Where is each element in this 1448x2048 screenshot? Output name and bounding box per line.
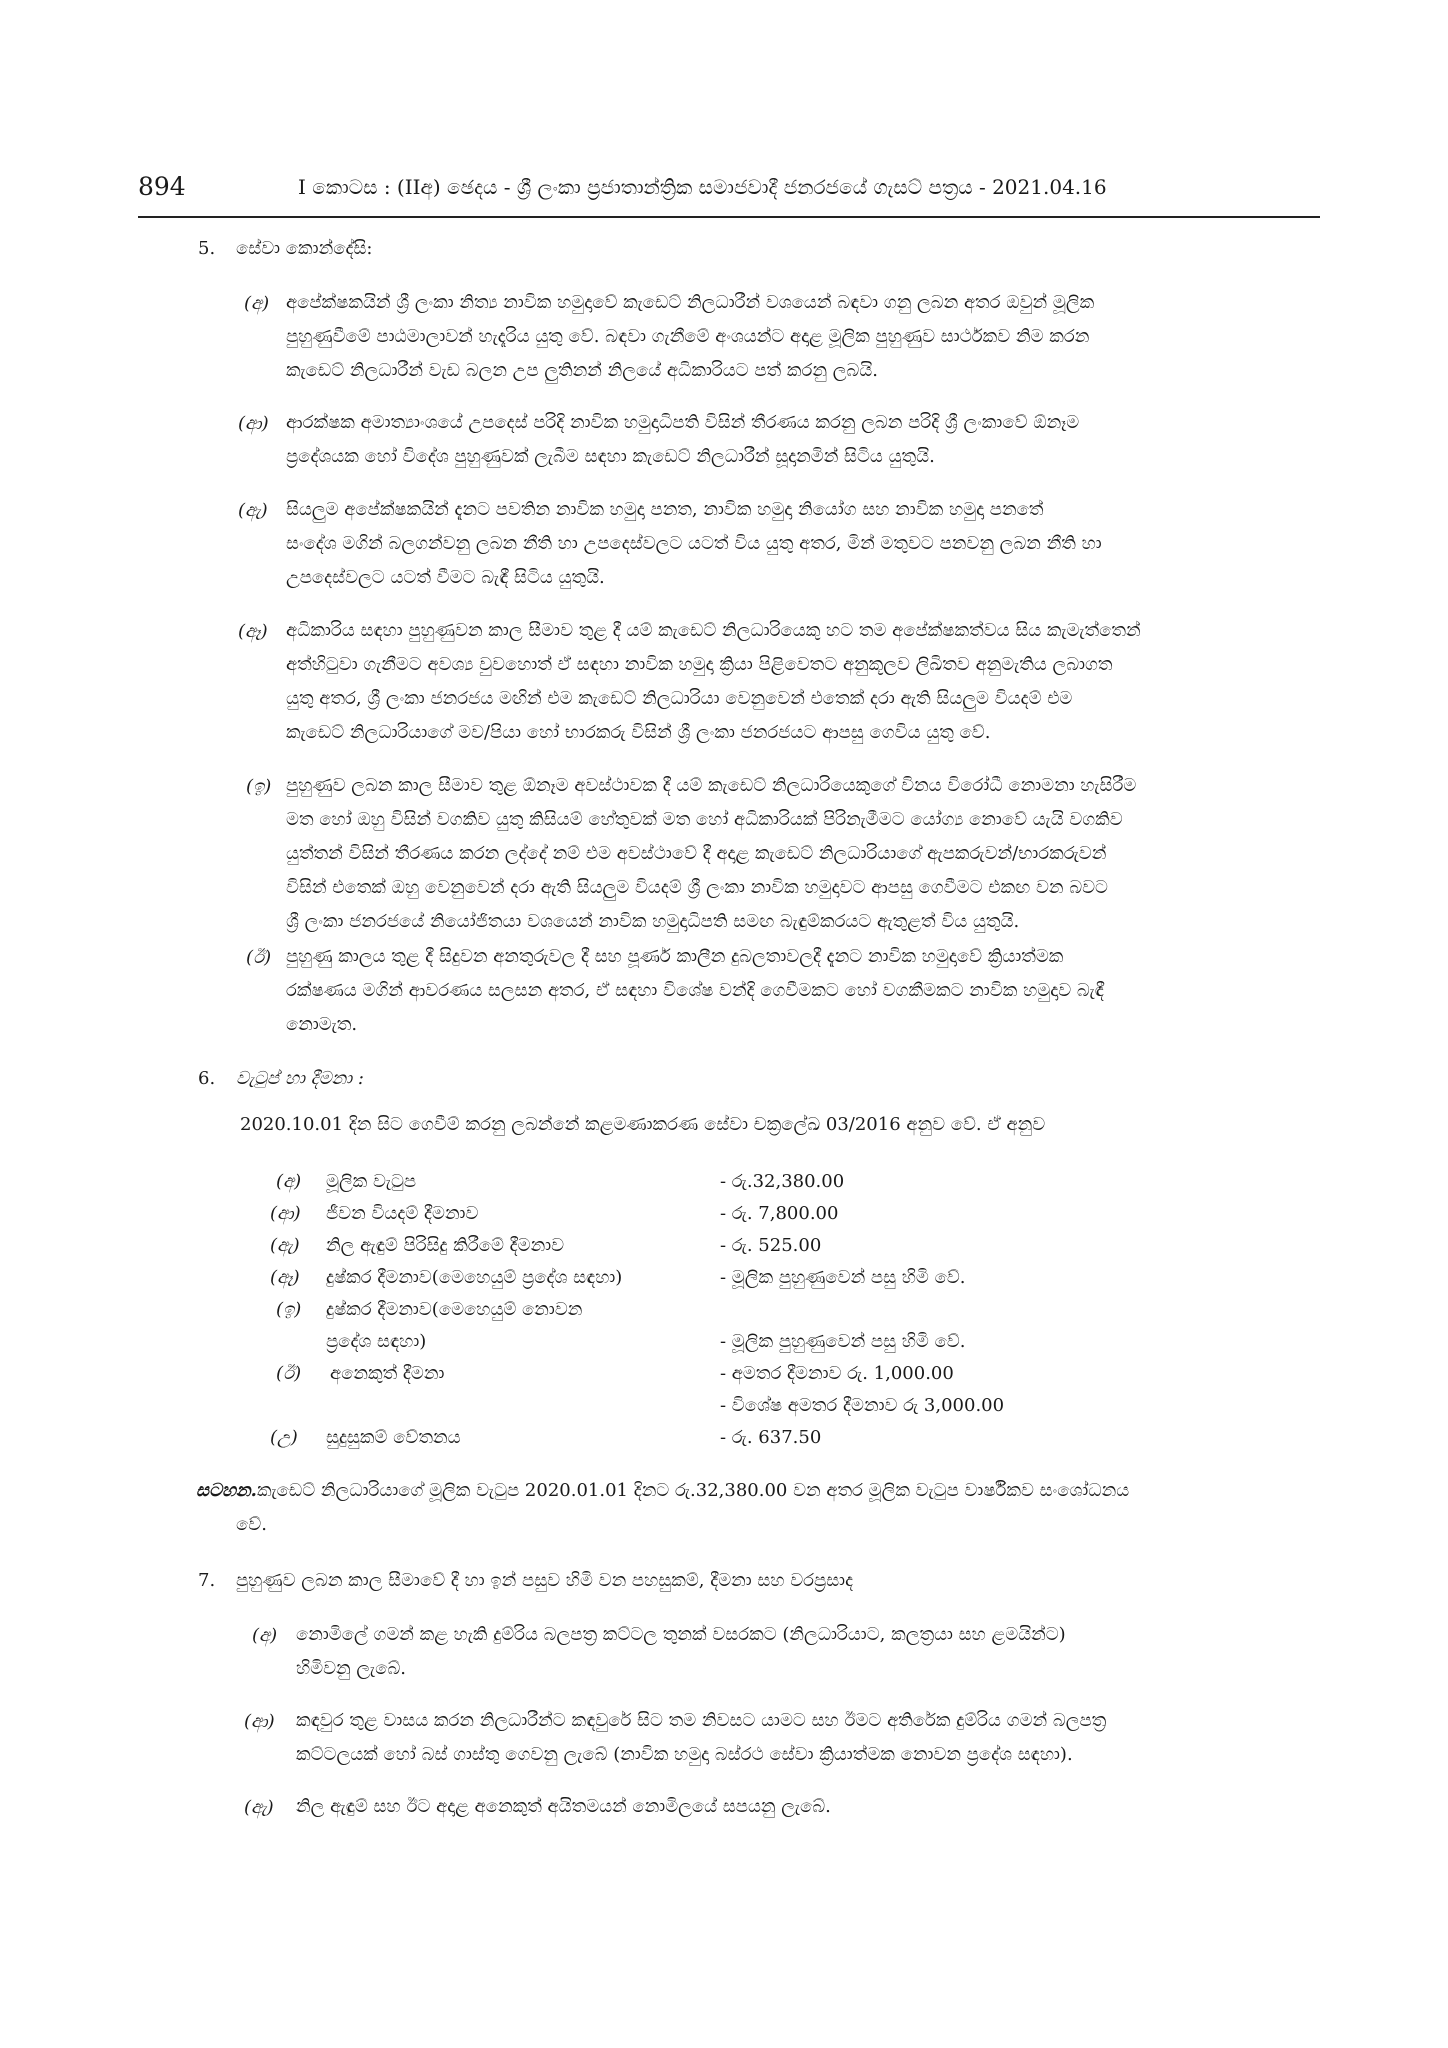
section-intro: 2020.10.01 දින සිට ගෙවීම් කරනු ලබන්නේ කළමණාකරණ සේවා චක්‍රලේඛ 03/2016 අනුව වේ. ඒ අනුව [240, 1114, 1046, 1135]
item-line: කට්ටලයක් හෝ බස් ගාස්තු ගෙවනු ලැබේ (නාවික හමුදා බස්රථ සේවා ක්‍රියාත්මක නොවන ප්‍රදේශ සඳහා). [296, 1744, 1073, 1765]
running-head: I කොටස : (IIඅ) ඡෙදය - ශ්‍රී ලංකා ප්‍රජාතාන්ත්‍රික සමාජවාදී ජනරජයේ ගැසට් පත්‍රය - 2021.04.16 [298, 175, 1107, 199]
item-line: නොමිලේ ගමන් කළ හැකි දුම්රිය බලපත්‍ර කට්ටල තුනක් වසරකට (නිලධාරියාට, කලත්‍රයා සහ ළමයින්ට) [296, 1624, 1066, 1645]
pay-value: - මූලික පුහුණුවෙන් පසු හිමි වේ. [720, 1267, 966, 1288]
item-line: කැඩෙට් නිලධාරීන් වැඩ බලන උප ලුතිනන් නිලයේ අධිකාරියට පත් කරනු ලබයි. [286, 360, 878, 381]
page-header [138, 172, 1320, 212]
pay-label: නිල ඇඳුම් පිරිසිදු කිරීමේ දීමනාව [326, 1235, 565, 1256]
item-line: යුතු අතර, ශ්‍රී ලංකා ජනරජය මඟින් එම කැඩෙට් නිලධාරියා වෙනුවෙන් එතෙක් දරා ඇති සියලුම වියදම් එම [286, 688, 1073, 709]
item-line: නොමැත. [286, 1014, 358, 1035]
pay-marker: (ආ) [270, 1203, 301, 1224]
note-label: සටහන. [196, 1480, 257, 1501]
note-line: වේ. [236, 1514, 267, 1535]
note-line: කැඩෙට් නිලධාරියාගේ මූලික වැටුප 2020.01.01 දිනට රු.32,380.00 වන අතර මූලික වැටුප වාර්ෂිකව සංශෝධනය [257, 1480, 1130, 1501]
pay-marker: (උ) [270, 1427, 298, 1448]
item-line: උපදෙස්වලට යටත් වීමට බැඳී සිටිය යුතුයි. [286, 567, 605, 588]
item-line: කඳවුර තුළ වාසය කරන නිලධාරීන්ට කඳවුරේ සිට තම නිවසට යාමට සහ ඊමට අතිරේක දුම්රිය ගමන් බලපත්‍ර [296, 1710, 1107, 1731]
pay-marker: (අ) [276, 1171, 302, 1192]
item-line: සංදේශ මගින් බලගන්වනු ලබන නීති හා උපදෙස්වලට යටත් විය යුතු අතර, මින් මතුවට පනවනු ලබන නීති හා [286, 533, 1102, 554]
item-marker: (ඇ) [238, 500, 268, 521]
item-marker: (ඉ) [246, 776, 272, 797]
pay-marker: (ඉ) [276, 1299, 302, 1320]
item-line: විසින් එතෙක් ඔහු වෙනුවෙන් දරා ඇති සියලුම වියදම් ශ්‍රී ලංකා නාවික හමුදාවට ආපසු ගෙවීමට එකඟ වන බවට [286, 877, 1108, 898]
pay-label: මූලික වැටුප [326, 1171, 417, 1192]
pay-label: දුෂ්කර දීමනාව(මෙහෙයුම් ප්‍රදේශ සඳහා) [326, 1267, 623, 1288]
pay-value: - රු. 525.00 [720, 1235, 822, 1256]
item-line: අධිකාරිය සඳහා පුහුණුවන කාල සීමාව තුළ දී යම් කැඩෙට් නිලධාරියෙකු හට තම අපේක්ෂකත්වය සිය කැමැත්තෙන් [286, 620, 1141, 641]
pay-label: ප්‍රදේශ සඳහා) [326, 1331, 427, 1352]
item-line: අපේක්ෂකයින් ශ්‍රී ලංකා නිත්‍ය නාවික හමුදාවේ කැඩෙට් නිලධාරීන් වශයෙන් බඳවා ගනු ලබන අතර ඔවුන් මූලික [286, 292, 1095, 313]
item-marker: (ආ) [238, 413, 269, 434]
item-line: යුත්තන් විසින් තීරණය කරන ලද්දේ නම් එම අවස්ථාවේ දී අදාළ කැඩෙට් නිලධාරියාගේ ඇපකරුවන්/භාරකරුවන් [286, 843, 1107, 864]
item-marker: (අ) [252, 1625, 278, 1646]
item-marker: (ආ) [244, 1711, 275, 1732]
pay-value: - රු.32,380.00 [720, 1171, 845, 1192]
item-line: නිල ඇඳුම් සහ ඊට අදාළ අනෙකුත් අයිතමයන් නොමිලයේ සපයනු ලැබේ. [296, 1796, 831, 1817]
section-number: 5. [198, 238, 216, 259]
item-line: කැඩෙට් නිලධාරියාගේ මව/පියා හෝ භාරකරු විසින් ශ්‍රී ලංකා ජනරජයට ආපසු ගෙවිය යුතු වේ. [286, 722, 991, 743]
pay-value: - රු. 637.50 [720, 1427, 822, 1448]
pay-value: - අමතර දීමනාව රු. 1,000.00 [720, 1363, 954, 1384]
page-number: 894 [138, 172, 186, 201]
item-line: හිමිවනු ලැබේ. [296, 1658, 406, 1679]
item-line: ශ්‍රී ලංකා ජනරජයේ නියෝජිතයා වශයෙන් නාවික හමුදාධිපති සමඟ බැඳුම්කරයට ඇතුළත් විය යුතුයි. [286, 911, 1020, 932]
pay-label: ජීවන වියදම් දීමනාව [326, 1203, 479, 1224]
item-line: සියලුම අපේක්ෂකයින් දැනට පවතින නාවික හමුදා පනත, නාවික හමුදා නියෝග සහ නාවික හමුදා පනතේ [286, 499, 1044, 520]
item-line: ආරක්ෂක අමාත්‍යාංශයේ උපදෙස් පරිදි නාවික හමුදාධිපති විසින් තීරණය කරනු ලබන පරිදි ශ්‍රී ලංකාවේ ඕනෑම [286, 412, 1080, 433]
section-number: 6. [198, 1068, 216, 1089]
section-title: සේවා කොන්දේසි: [236, 238, 373, 259]
item-line: පුහුණු කාලය තුළ දී සිදුවන අනතුරුවල දී සහ පූර්ණ කාලීන දුබලතාවලදී දැනට නාවික හමුදාවේ ක්‍රියාත්මක [286, 946, 1064, 967]
section-title: වැටුප් හා දීමනා : [236, 1068, 364, 1089]
item-line: මත හෝ ඔහු විසින් වගකිව යුතු කිසියම් හේතුවක් මත හෝ අධිකාරියක් පිරිනැමීමට යෝග්‍ය නොවේ යැයි වගකිව [286, 809, 1123, 830]
item-marker: (ඈ) [238, 621, 268, 642]
pay-marker: (ඇ) [270, 1235, 300, 1256]
pay-label: සුදුසුකම් වේතනය [326, 1427, 461, 1448]
item-line: ප්‍රදේශයක හෝ විදේශ පුහුණුවක් ලැබීම සඳහා කැඩෙට් නිලධාරීන් සූදානමින් සිටිය යුතුයි. [286, 446, 935, 467]
section-title: පුහුණුව ලබන කාල සීමාවේ දී හා ඉන් පසුව හිමි වන පහසුකම්, දීමනා සහ වරප්‍රසාද [236, 1570, 854, 1591]
pay-label: අනෙකුත් දීමනා [330, 1363, 445, 1384]
item-marker: (ඇ) [244, 1797, 274, 1818]
pay-label: දුෂ්කර දීමනාව(මෙහෙයුම් නොවන [326, 1299, 583, 1320]
item-line: පුහුණුව ලබන කාල සීමාව තුළ ඕනෑම අවස්ථාවක දී යම් කැඩෙට් නිලධාරියෙකුගේ විනය විරෝධී නොමනා හැසිරීම [286, 775, 1137, 796]
item-line: අත්හිටුවා ගැනීමට අවශ්‍ය වුවහොත් ඒ සඳහා නාවික හමුදා ක්‍රියා පිළිවෙතට අනුකූලව ලිඛිතව අනුමැතිය ලබාගත [286, 654, 1113, 675]
pay-value: - රු. 7,800.00 [720, 1203, 839, 1224]
pay-marker: (ඈ) [270, 1267, 300, 1288]
item-line: පුහුණුවීමේ පාඨමාලාවන් හැදෑරිය යුතු වේ. බඳවා ගැනීමේ අංශයන්ට අදාළ මූලික පුහුණුව සාර්ථකව නිම කරන [286, 326, 1090, 347]
item-marker: (අ) [244, 293, 270, 314]
item-line: රක්ෂණය මගින් ආවරණය සලසන අතර, ඒ සඳහා විශේෂ වන්දි ගෙවීමකට හෝ වගකීමකට නාවික හමුදාව බැඳී [286, 980, 1104, 1001]
pay-value: - විශේෂ අමතර දීමනාව රු 3,000.00 [720, 1395, 1005, 1416]
section-number: 7. [198, 1570, 216, 1591]
header-rule [138, 216, 1320, 218]
item-marker: (ඊ) [246, 947, 272, 968]
pay-marker: (ඊ) [276, 1363, 302, 1384]
pay-value: - මූලික පුහුණුවෙන් පසු හිමි වේ. [720, 1331, 966, 1352]
